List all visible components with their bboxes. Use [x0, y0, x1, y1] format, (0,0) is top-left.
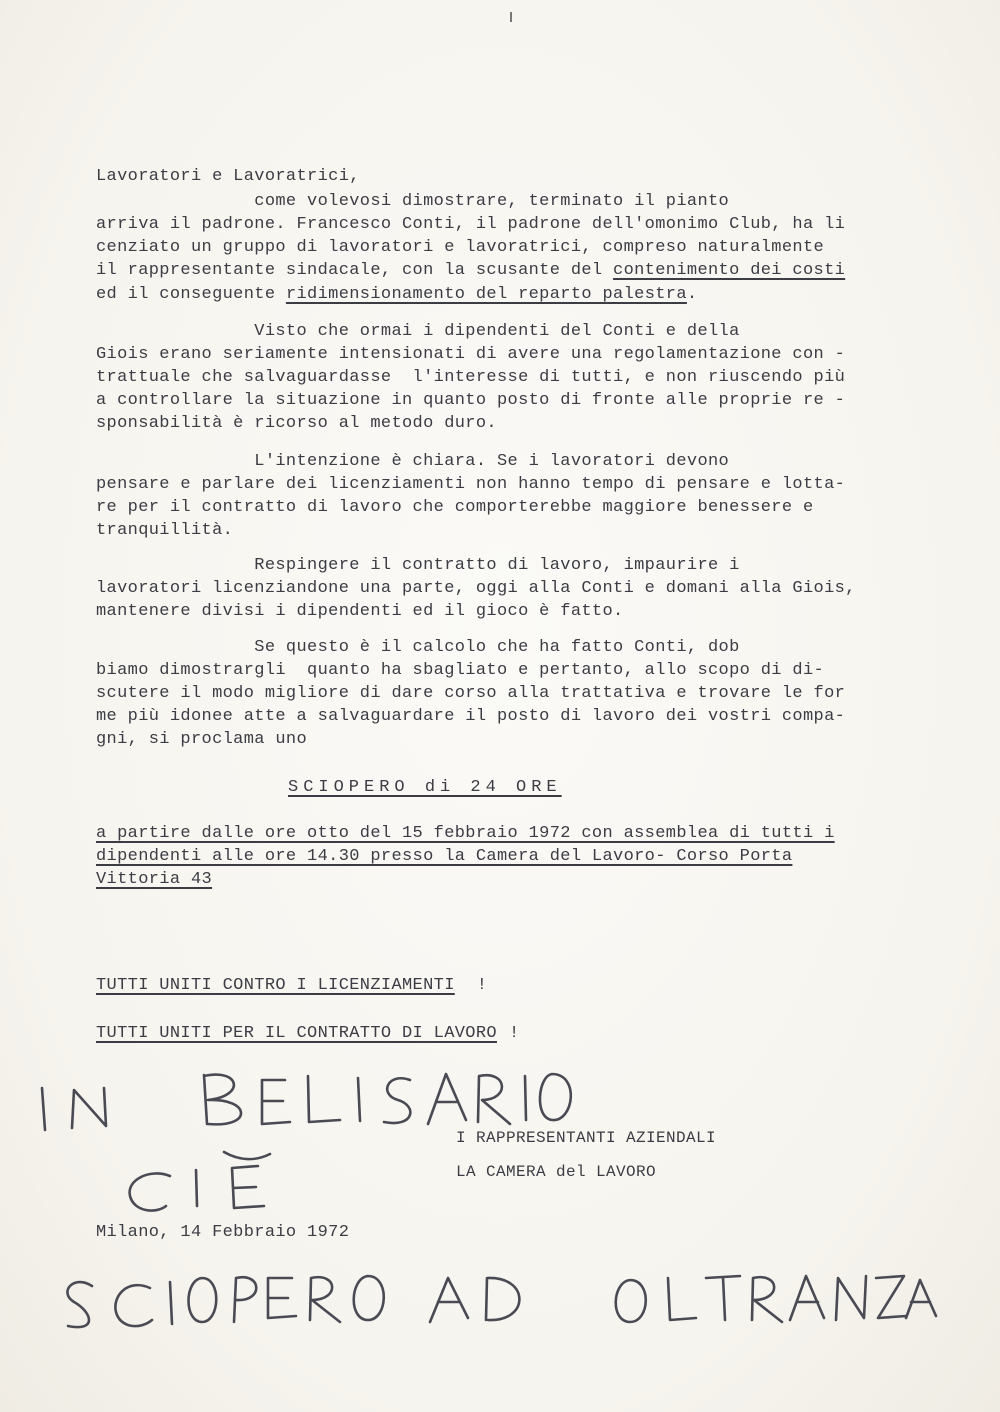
paragraph-4-line-3: mantenere divisi i dipendenti ed il gioco è fatto. — [96, 602, 624, 621]
handwriting-line-1 — [42, 1074, 571, 1130]
paragraph-2-line-3: trattuale che salvaguardasse l'interesse di tutti, e non riuscendo più — [96, 368, 846, 387]
strike-details-line-1: a partire dalle ore otto del 15 febbraio 1972 con assemblea di tutti i — [96, 824, 835, 843]
paragraph-1-line-2: arriva il padrone. Francesco Conti, il padrone dell'omonimo Club, ha li — [96, 215, 846, 234]
slogan-2-mark: ! — [508, 1024, 520, 1043]
paragraph-4-line-1: Respingere il contratto di lavoro, impaurire i — [96, 556, 740, 575]
paragraph-2-line-2: Giois erano seriamente intensionati di avere una regolamentazione con - — [96, 345, 846, 364]
paragraph-3-line-2: pensare e parlare dei licenziamenti non hanno tempo di pensare e lotta- — [96, 475, 846, 494]
strike-details-line-3: Vittoria 43 — [96, 870, 213, 889]
slogan-1-mark: ! — [476, 976, 488, 995]
paragraph-5-line-1: Se questo è il calcolo che ha fatto Conti, dob — [96, 638, 740, 657]
place-date: Milano, 14 Febbraio 1972 — [96, 1223, 350, 1242]
paragraph-5-line-3: scutere il modo migliore di dare corso alla trattativa e trovare le for — [96, 684, 846, 703]
paragraph-2-line-5: sponsabilità è ricorso al metodo duro. — [96, 414, 497, 433]
paragraph-3-line-3: re per il contratto di lavoro che comporterebbe maggiore benessere e — [96, 498, 814, 517]
handwriting-line-3 — [67, 1276, 936, 1327]
slogan-2-text: TUTTI UNITI PER IL CONTRATTO DI LAVORO — [96, 1024, 497, 1043]
salutation: Lavoratori e Lavoratrici, — [96, 167, 360, 186]
paragraph-1-end: . — [686, 285, 698, 304]
underlined-downsizing-phrase: ridimensionamento del reparto palestra — [285, 285, 687, 304]
handwriting-line-2 — [130, 1152, 270, 1211]
paragraph-1-line-5-text: ed il conseguente — [96, 285, 286, 304]
strike-title: SCIOPERO di 24 ORE — [288, 778, 562, 797]
paragraph-2-line-1: Visto che ormai i dipendenti del Conti e della — [96, 322, 740, 341]
signature-labour-chamber: LA CAMERA del LAVORO — [456, 1163, 657, 1181]
slogan-1-text: TUTTI UNITI CONTRO I LICENZIAMENTI — [96, 976, 455, 995]
paragraph-5-line-4: me più idonee atte a salvaguardare il posto di lavoro dei vostri compa- — [96, 707, 846, 726]
signature-representatives: I RAPPRESENTANTI AZIENDALI — [456, 1129, 717, 1147]
paragraph-3-line-1: L'intenzione è chiara. Se i lavoratori devono — [96, 452, 730, 471]
strike-details-line-2: dipendenti alle ore 14.30 presso la Camera del Lavoro- Corso Porta — [96, 847, 793, 866]
underlined-costs-phrase: contenimento dei costi — [613, 261, 846, 280]
paragraph-1-line-3: cenziato un gruppo di lavoratori e lavoratrici, compreso naturalmente — [96, 238, 825, 257]
paragraph-1-line-1: come volevosi dimostrare, terminato il pianto — [96, 192, 730, 211]
paragraph-4-line-2: lavoratori licenziandone una parte, oggi alla Conti e domani alla Giois, — [96, 579, 856, 598]
paragraph-1-line-4-text: il rappresentante sindacale, con la scusante del — [96, 261, 614, 280]
paragraph-2-line-4: a controllare la situazione in quanto posto di fronte alle proprie re - — [96, 391, 846, 410]
paragraph-5-line-5: gni, si proclama uno — [96, 730, 308, 749]
paragraph-5-line-2: biamo dimostrargli quanto ha sbagliato e pertanto, allo scopo di di- — [96, 661, 825, 680]
paragraph-3-line-4: tranquillità. — [96, 521, 234, 540]
